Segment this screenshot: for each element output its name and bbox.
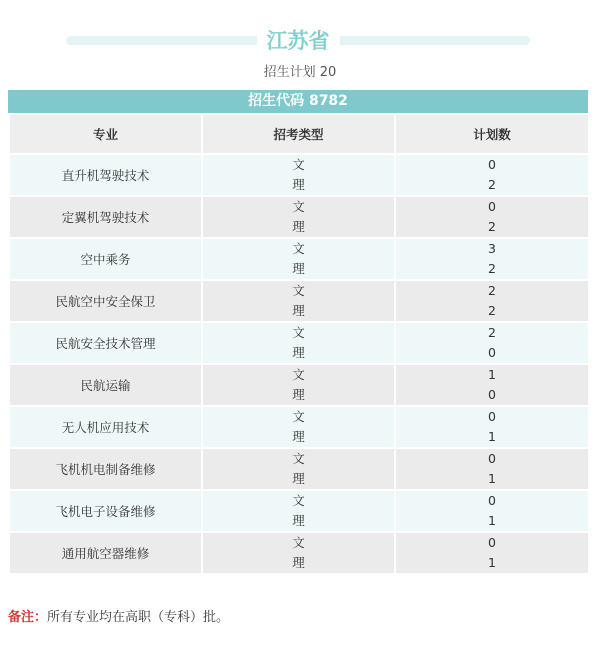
exam-type: 理 (292, 513, 305, 528)
plan-count: 0 (488, 157, 496, 172)
plan-count-cell (395, 448, 589, 490)
plan-count: 1 (488, 513, 496, 528)
table-row (9, 154, 589, 196)
plan-total: 招生计划 20 (263, 65, 337, 80)
major-name: 空中乘务 (9, 238, 202, 280)
exam-type-cell (202, 490, 395, 532)
admission-code-bar: 招生代码 8782 (8, 90, 588, 113)
note (8, 606, 229, 625)
major-name: 直升机驾驶技术 (9, 154, 202, 196)
plan-count-cell (395, 196, 589, 238)
exam-type-cell (202, 238, 395, 280)
table-row (9, 448, 589, 490)
major-name: 飞机机电制备维修 (9, 448, 202, 490)
table-row (9, 490, 589, 532)
major-name: 定翼机驾驶技术 (9, 196, 202, 238)
exam-type-cell (202, 196, 395, 238)
plan-count: 1 (488, 555, 496, 570)
exam-type: 文 (292, 451, 305, 466)
exam-type: 文 (292, 325, 305, 340)
major-name: 飞机电子设备维修 (9, 490, 202, 532)
table-header-row (9, 114, 589, 154)
table-row (9, 238, 589, 280)
plan-count: 2 (488, 283, 496, 298)
plan-count: 0 (488, 199, 496, 214)
plan-count-cell (395, 490, 589, 532)
major-name: 民航运输 (9, 364, 202, 406)
plan-count: 1 (488, 429, 496, 444)
exam-type-cell (202, 532, 395, 574)
exam-type-cell (202, 364, 395, 406)
note-label: 备注： (8, 610, 48, 625)
table-row (9, 322, 589, 364)
plan-count: 0 (488, 493, 496, 508)
plan-count: 0 (488, 409, 496, 424)
exam-type: 理 (292, 219, 305, 234)
plan-count: 2 (488, 219, 496, 234)
header-plan-count: 计划数 (395, 114, 589, 154)
plan-count-cell (395, 406, 589, 448)
plan-count: 3 (488, 241, 496, 256)
exam-type: 文 (292, 199, 305, 214)
plan-count-cell (395, 364, 589, 406)
exam-type-cell (202, 406, 395, 448)
plan-count-cell (395, 532, 589, 574)
plan-count: 2 (488, 177, 496, 192)
table-row (9, 280, 589, 322)
major-name: 无人机应用技术 (9, 406, 202, 448)
province-title-block (66, 24, 530, 58)
exam-type: 文 (292, 283, 305, 298)
exam-type: 理 (292, 471, 305, 486)
table-body (9, 154, 589, 574)
plan-count: 1 (488, 471, 496, 486)
exam-type: 文 (292, 157, 305, 172)
plan-count-cell (395, 322, 589, 364)
exam-type-cell (202, 322, 395, 364)
table-row (9, 196, 589, 238)
exam-type: 文 (292, 241, 305, 256)
exam-type: 文 (292, 535, 305, 550)
exam-type-cell (202, 448, 395, 490)
table-row (9, 406, 589, 448)
plan-count: 1 (488, 367, 496, 382)
exam-type: 理 (292, 261, 305, 276)
major-name: 民航安全技术管理 (9, 322, 202, 364)
plan-count: 0 (488, 345, 496, 360)
header-exam-type: 招考类型 (202, 114, 395, 154)
exam-type: 文 (292, 367, 305, 382)
header-major: 专业 (9, 114, 202, 154)
major-name: 通用航空器维修 (9, 532, 202, 574)
province-title: 江苏省 (257, 29, 340, 53)
exam-type: 文 (292, 409, 305, 424)
table-row (9, 364, 589, 406)
table-row (9, 532, 589, 574)
exam-type: 文 (292, 493, 305, 508)
major-name: 民航空中安全保卫 (9, 280, 202, 322)
note-text: 所有专业均在高职（专科）批。 (47, 610, 230, 625)
exam-type: 理 (292, 177, 305, 192)
plan-count-cell (395, 238, 589, 280)
plan-count: 2 (488, 303, 496, 318)
exam-type: 理 (292, 387, 305, 402)
plan-count: 2 (488, 261, 496, 276)
exam-type: 理 (292, 303, 305, 318)
enrollment-plan-table (8, 113, 590, 575)
plan-count: 0 (488, 451, 496, 466)
exam-type-cell (202, 280, 395, 322)
exam-type: 理 (292, 429, 305, 444)
plan-count: 0 (488, 387, 496, 402)
plan-count-cell (395, 154, 589, 196)
exam-type: 理 (292, 555, 305, 570)
plan-count: 0 (488, 535, 496, 550)
exam-type-cell (202, 154, 395, 196)
plan-count-cell (395, 280, 589, 322)
exam-type: 理 (292, 345, 305, 360)
plan-count: 2 (488, 325, 496, 340)
